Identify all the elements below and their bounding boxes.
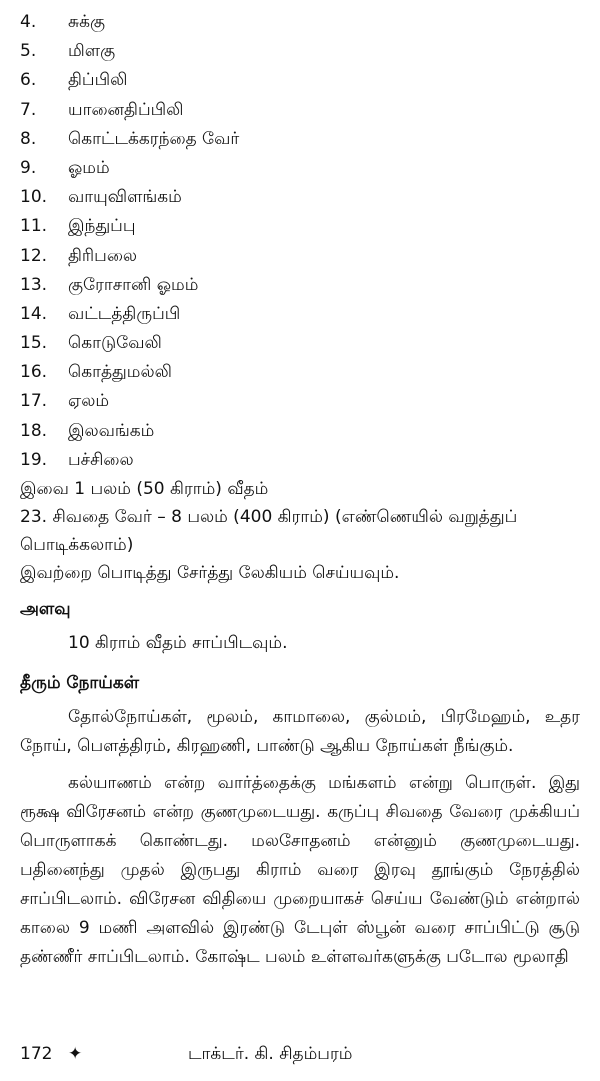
- list-item: [20, 387, 580, 416]
- list-item-number: 5.: [20, 41, 37, 62]
- list-item: [20, 183, 580, 212]
- cures-paragraph: தோல்நோய்கள், மூலம், காமாலை, குல்மம், பிரமேஹம், உதர நோய், பௌத்திரம், கிரஹணி, பாண்டு ஆகிய நோய்கள் நீங்கும்.: [20, 707, 580, 756]
- author-name: டாக்டர். கி. சிதம்பரம்: [188, 1044, 353, 1064]
- list-item: [20, 446, 580, 475]
- list-item: [20, 271, 580, 300]
- list-item: [20, 8, 580, 37]
- list-item-number: 18.: [20, 420, 48, 441]
- list-item-number: 8.: [20, 128, 37, 149]
- list-item-text: வாயுவிளங்கம்: [68, 187, 182, 208]
- list-item-number: 9.: [20, 157, 37, 178]
- list-item-text: திப்பிலி: [68, 70, 128, 91]
- list-item-number: 4.: [20, 12, 37, 32]
- list-item-number: 12.: [20, 245, 48, 266]
- list-item-text: கொடுவேலி: [68, 333, 162, 354]
- list-item-text: பச்சிலை: [68, 449, 134, 470]
- list-item-text: திரிபலை: [68, 245, 138, 266]
- list-item: [20, 96, 580, 125]
- page-footer: [20, 1040, 580, 1068]
- list-item-text: இலவங்கம்: [68, 420, 155, 441]
- list-item-number: 19.: [20, 449, 48, 470]
- list-item: [20, 37, 580, 66]
- explanation-paragraph: கல்யாணம் என்ற வார்த்தைக்கு மங்களம் என்று பொருள். இது ரூக்ஷ விரேசனம் என்ற குணமுடையது. கருப்பு சிவதை வேரை முக்கியப் பொருளாகக் கொண்டது. மலசோதனம் என்னும் குணமுடையது. பதினைந்து முதல் இருபது கிராம் வரை இரவு தூங்கும் நேரத்தில் சாப்பிடலாம். விரேசன விதியை முறையாகச் செய்ய வேண்டும் என்றால் காலை 9 மணி அளவில் இரண்டு டேபுள் ஸ்பூன் வரை சாப்பிட்டு சூடு தண்ணீர் சாப்பிடலாம். கோஷ்ட பலம் உள்ளவர்களுக்கு படோல மூலாதி: [20, 773, 580, 967]
- list-item-number: 11.: [20, 216, 48, 237]
- list-item-text: வட்டத்திருப்பி: [68, 303, 181, 324]
- list-item-number: 15.: [20, 333, 48, 354]
- list-item-text: மிளகு: [68, 41, 116, 62]
- list-item: [20, 66, 580, 95]
- star-icon: ✦: [68, 1044, 83, 1064]
- list-item-text: ஓமம்: [68, 157, 110, 178]
- list-item: [20, 242, 580, 271]
- quantity-line: இவை 1 பலம் (50 கிராம்) வீதம்: [20, 479, 269, 499]
- list-item: [20, 358, 580, 387]
- list-item: [20, 154, 580, 183]
- dose-text: 10 கிராம் வீதம் சாப்பிடவும்.: [68, 633, 288, 653]
- list-item: [20, 329, 580, 358]
- list-item: [20, 125, 580, 154]
- list-item-text: கொட்டக்கரந்தை வேர்: [68, 128, 240, 149]
- item-23-continuation: பொடிக்கலாம்): [20, 535, 134, 555]
- list-item-text: குரோசானி ஓமம்: [68, 274, 199, 295]
- list-item-number: 7.: [20, 99, 37, 120]
- page-number: 172: [20, 1044, 53, 1064]
- list-item-text: இந்துப்பு: [68, 216, 136, 237]
- list-item-number: 6.: [20, 70, 37, 91]
- list-item-number: 13.: [20, 274, 48, 295]
- list-item-number: 14.: [20, 303, 48, 324]
- list-item-text: சுக்கு: [68, 12, 105, 32]
- preparation-line: இவற்றை பொடித்து சேர்த்து லேகியம் செய்யவும்.: [20, 563, 400, 583]
- list-item: [20, 300, 580, 329]
- list-item-text: யானைதிப்பிலி: [68, 99, 184, 120]
- list-item: [20, 417, 580, 446]
- dose-heading: அளவு: [20, 599, 71, 619]
- list-item-number: 16.: [20, 362, 48, 383]
- cures-heading: தீரும் நோய்கள்: [20, 673, 140, 693]
- list-item: [20, 212, 580, 241]
- ingredient-list: [20, 8, 580, 475]
- list-item-text: கொத்துமல்லி: [68, 362, 172, 383]
- list-item-number: 10.: [20, 187, 48, 208]
- list-item-number: 17.: [20, 391, 48, 412]
- item-23-line: 23. சிவதை வேர் – 8 பலம் (400 கிராம்) (எண்ணெயில் வறுத்துப்: [20, 507, 518, 527]
- list-item-text: ஏலம்: [68, 391, 110, 412]
